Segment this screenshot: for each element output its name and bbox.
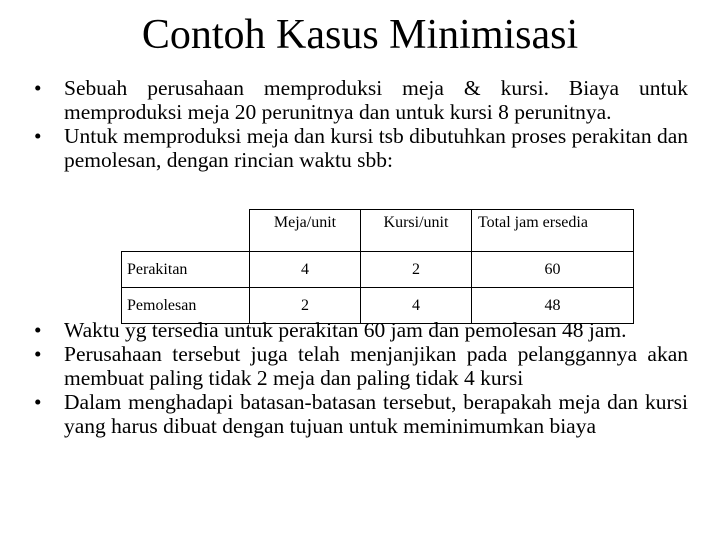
column-header-total-jam: Total jam ersedia bbox=[472, 210, 634, 252]
table-cell: 2 bbox=[361, 252, 472, 288]
table-corner-cell bbox=[122, 210, 250, 252]
row-label-perakitan: Perakitan bbox=[122, 252, 250, 288]
table-row bbox=[122, 252, 634, 288]
bullet-text: Untuk memproduksi meja dan kursi tsb dibutuhkan proses perakitan dan pemolesan, dengan rincian waktu sbb: bbox=[64, 124, 688, 172]
table-cell: 60 bbox=[472, 252, 634, 288]
bullet-dot: • bbox=[34, 124, 42, 148]
bullet-text: Waktu yg tersedia untuk perakitan 60 jam dan pemolesan 48 jam. bbox=[64, 318, 627, 342]
bullet-item bbox=[34, 76, 688, 124]
bullet-dot: • bbox=[34, 76, 42, 100]
slide-title: Contoh Kasus Minimisasi bbox=[141, 12, 579, 58]
bullet-item bbox=[34, 390, 688, 438]
bullet-dot: • bbox=[34, 342, 42, 366]
time-requirements-table bbox=[121, 209, 634, 324]
bullet-dot: • bbox=[34, 390, 42, 414]
bullet-dot: • bbox=[34, 318, 42, 342]
bullet-item bbox=[34, 124, 688, 172]
bullet-text: Dalam menghadapi batasan-batasan tersebut, berapakah meja dan kursi yang harus dibuat dengan tujuan untuk meminimumkan biaya bbox=[64, 390, 688, 438]
bullet-text: Sebuah perusahaan memproduksi meja & kursi. Biaya untuk memproduksi meja 20 perunitnya dan untuk kursi 8 perunitnya. bbox=[64, 76, 688, 124]
table-cell: 2 bbox=[250, 288, 361, 324]
bullet-text: Perusahaan tersebut juga telah menjanjikan pada pelanggannya akan membuat paling tidak 2 meja dan paling tidak 4 kursi bbox=[64, 342, 688, 390]
table-cell: 4 bbox=[361, 288, 472, 324]
table-header-row bbox=[122, 210, 634, 252]
bullet-list-bottom bbox=[34, 318, 688, 438]
bullet-item bbox=[34, 342, 688, 390]
column-header-kursi: Kursi/unit bbox=[361, 210, 472, 252]
table-cell: 48 bbox=[472, 288, 634, 324]
row-label-pemolesan: Pemolesan bbox=[122, 288, 250, 324]
table-cell: 4 bbox=[250, 252, 361, 288]
bullet-item bbox=[34, 318, 688, 342]
bullet-list-top bbox=[34, 76, 688, 172]
column-header-meja: Meja/unit bbox=[250, 210, 361, 252]
